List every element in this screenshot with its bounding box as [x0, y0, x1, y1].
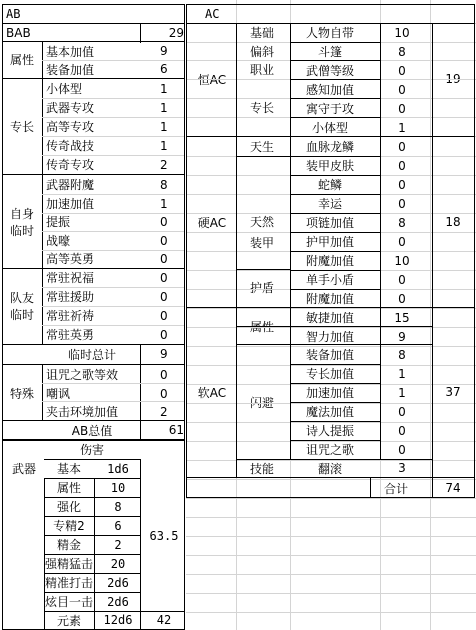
grid-line — [2, 41, 184, 42]
attr-item-name[interactable]: 基本加值 — [46, 44, 95, 59]
dodge-ac-item-name[interactable]: 加速加值 — [305, 386, 354, 400]
hard-ac-item-name[interactable]: 护甲加值 — [305, 235, 354, 249]
grid-line — [186, 593, 476, 594]
team-item-value[interactable]: 0 — [160, 270, 168, 285]
self-item-value[interactable]: 0 — [160, 233, 168, 248]
hard-ac-item-value[interactable]: 8 — [398, 215, 406, 230]
cat-feat[interactable]: 专长 — [249, 100, 274, 115]
dodge-ac-item-name[interactable]: 专长加值 — [305, 367, 354, 381]
grid-line — [42, 78, 43, 174]
damage-item-value[interactable]: 1d6 — [107, 461, 129, 476]
bab-label[interactable]: BAB — [6, 25, 31, 40]
damage-item-name[interactable]: 精准打击 — [44, 576, 93, 590]
damage-item-name[interactable]: 属性 — [56, 481, 81, 495]
grid-line — [290, 175, 380, 176]
grid-line — [2, 440, 3, 630]
hard-ac-label: 硬AC — [197, 215, 227, 230]
dodge-ac-item-name[interactable]: 装备加值 — [305, 348, 354, 362]
dodge-ac-item-value[interactable]: 1 — [398, 366, 406, 381]
temp-total-label[interactable]: 临时总计 — [67, 347, 116, 362]
grid-line — [42, 401, 184, 402]
grid-line — [236, 459, 432, 460]
spec-item-name[interactable]: 小体型 — [46, 82, 83, 96]
grid-line — [44, 516, 140, 517]
grid-line — [236, 326, 432, 327]
hard-ac-item-name[interactable]: 项链加值 — [305, 216, 354, 230]
grid-line — [186, 23, 474, 24]
dodge-ac-item-name[interactable]: 诅咒之歌 — [305, 443, 354, 457]
special-item-value[interactable]: 2 — [160, 404, 168, 419]
grid-line — [44, 478, 140, 479]
ac-sum-label[interactable]: 合计 — [383, 481, 408, 496]
grid-line — [236, 269, 290, 270]
grid-line — [432, 477, 433, 497]
grid-line — [44, 573, 140, 574]
grid-line — [42, 287, 184, 288]
grid-line — [44, 497, 140, 498]
grid-line — [42, 231, 184, 232]
grid-line — [2, 268, 184, 269]
cat-armor[interactable]: 装甲 — [249, 235, 274, 250]
team-item-name[interactable]: 常驻祝福 — [46, 271, 95, 285]
skill-ac-item-value[interactable]: 3 — [398, 461, 406, 475]
grid-line — [42, 136, 184, 137]
soft_attr-ac-item-name[interactable]: 智力加值 — [305, 330, 354, 344]
grid-line — [186, 136, 474, 137]
const-ac-item-name[interactable]: 斗篷 — [317, 45, 342, 59]
self-temp-group-label — [2, 175, 42, 268]
grid-line — [236, 156, 290, 157]
hard-ac-item-value[interactable]: 0 — [398, 272, 406, 287]
special-item-value[interactable]: 0 — [160, 367, 168, 382]
grid-line — [290, 117, 380, 118]
grid-line — [140, 23, 141, 43]
grid-line — [2, 440, 184, 441]
grid-line — [186, 517, 476, 518]
grid-line — [184, 4, 185, 440]
self-item-name[interactable]: 武器附魔 — [46, 178, 95, 192]
self-item-name[interactable]: 高等英勇 — [46, 252, 95, 266]
element-value[interactable]: 12d6 — [103, 613, 133, 627]
spec-item-value[interactable]: 1 — [160, 138, 168, 153]
hard-ac-item-name[interactable]: 血脉龙鳞 — [305, 140, 354, 154]
const-ac-item-name[interactable]: 武僧等级 — [305, 64, 354, 78]
soft-ac-label: 软AC — [197, 385, 227, 400]
hard-ac-item-name[interactable]: 装甲皮肤 — [305, 159, 354, 173]
cat-dodge[interactable]: 闪避 — [249, 395, 274, 410]
dodge-ac-item-value[interactable]: 0 — [398, 442, 406, 457]
self-label-line2: 临时 — [9, 223, 34, 238]
ac-sum-value[interactable]: 74 — [445, 481, 461, 495]
damage-item-value[interactable]: 2d6 — [107, 594, 129, 609]
weapon-label[interactable]: 武器 — [11, 462, 36, 476]
grid-line — [186, 612, 476, 613]
grid-line — [186, 4, 474, 5]
grid-line — [44, 535, 140, 536]
grid-line — [290, 364, 380, 365]
const-ac-item-name[interactable]: 人物自带 — [305, 26, 354, 40]
cat-soft-attr[interactable]: 属性 — [249, 319, 274, 334]
grid-line — [184, 440, 185, 630]
special-item-name[interactable]: 夹击环境加值 — [46, 405, 119, 419]
grid-line — [42, 325, 184, 326]
cat-natural[interactable]: 天然 — [249, 214, 274, 229]
spec-item-value[interactable]: 2 — [160, 157, 168, 172]
team-item-name[interactable]: 常驻援助 — [46, 290, 95, 304]
grid-line — [290, 421, 380, 422]
spec-item-value[interactable]: 1 — [160, 119, 168, 134]
hard-ac-item-name[interactable]: 附魔加值 — [305, 254, 354, 268]
team-label-line2: 临时 — [9, 308, 34, 322]
hard-ac-item-value[interactable]: 0 — [398, 139, 406, 154]
hard-ac-item-name[interactable]: 附魔加值 — [305, 292, 354, 306]
cat-shield[interactable]: 护盾 — [249, 280, 274, 295]
grid-line — [42, 364, 43, 420]
grid-line — [290, 156, 380, 157]
element-label[interactable]: 元素 — [56, 613, 81, 628]
hard-ac-item-name[interactable]: 蛇鳞 — [317, 178, 342, 192]
grid-line — [2, 174, 184, 175]
grid-line — [42, 174, 43, 268]
spec-item-name[interactable]: 武器专攻 — [46, 101, 95, 115]
damage-item-value[interactable]: 20 — [110, 556, 126, 571]
soft_attr-ac-item-name[interactable]: 敏捷加值 — [305, 311, 354, 325]
team-item-name[interactable]: 常驻英勇 — [46, 328, 95, 342]
grid-line — [42, 60, 184, 61]
attr-item-value[interactable]: 9 — [160, 44, 168, 58]
special-group-label: 特殊 — [9, 386, 34, 401]
grid-line — [42, 155, 184, 156]
grid-line — [236, 23, 237, 477]
grid-line — [370, 477, 371, 497]
grid-line — [290, 232, 380, 233]
hard-ac-item-value[interactable]: 0 — [398, 291, 406, 306]
cat-skill[interactable]: 技能 — [249, 461, 274, 476]
dodge-ac-item-value[interactable]: 1 — [398, 385, 406, 400]
hard-ac-total[interactable]: 18 — [445, 215, 461, 229]
hard-ac-item-value[interactable]: 10 — [394, 253, 410, 268]
grid-line — [290, 194, 380, 195]
hard-ac-item-name[interactable]: 幸运 — [317, 197, 342, 211]
hard-ac-item-value[interactable]: 0 — [398, 196, 406, 211]
grid-line — [2, 344, 184, 345]
damage-item-value[interactable]: 2 — [114, 537, 122, 552]
grid-line — [42, 250, 184, 251]
grid-line — [474, 4, 475, 498]
dodge-ac-item-name[interactable]: 魔法加值 — [305, 405, 354, 419]
hard-ac-item-value[interactable]: 0 — [398, 177, 406, 192]
grid-line — [290, 440, 380, 441]
grid-line — [290, 42, 380, 43]
grid-line — [42, 98, 184, 99]
const-ac-item-value[interactable]: 10 — [394, 25, 410, 40]
soft_attr-ac-item-value[interactable]: 15 — [394, 310, 410, 325]
grid-line — [44, 554, 140, 555]
special-item-name[interactable]: 嘲讽 — [46, 387, 71, 401]
const-ac-item-value[interactable]: 0 — [398, 82, 406, 97]
self-item-name[interactable]: 战嚎 — [46, 234, 71, 248]
damage-item-name[interactable]: 炫目一击 — [44, 595, 93, 609]
damage-sum-value[interactable]: 63.5 — [149, 529, 179, 543]
damage-item-name[interactable]: 精金 — [56, 538, 81, 552]
damage-item-name[interactable]: 专精2 — [53, 519, 85, 533]
cat-base[interactable]: 基础 — [249, 26, 274, 40]
cat-class[interactable]: 职业 — [249, 62, 274, 77]
special-item-name[interactable]: 诅咒之歌等效 — [46, 368, 119, 382]
grid-line — [44, 611, 140, 612]
grid-line — [432, 23, 433, 477]
grid-line — [290, 383, 380, 384]
grid-line — [2, 4, 3, 440]
damage-header[interactable]: 伤害 — [79, 443, 104, 457]
spec-item-value[interactable]: 1 — [160, 81, 168, 96]
ab-total-value[interactable]: 61 — [168, 423, 184, 437]
spec-item-name[interactable]: 传奇战技 — [46, 139, 95, 153]
grid-line — [42, 213, 184, 214]
grid-line — [2, 23, 184, 24]
grid-line — [290, 213, 380, 214]
const-ac-item-value[interactable]: 1 — [398, 120, 406, 135]
const-ac-label: 恒AC — [197, 72, 227, 87]
grid-line — [186, 477, 474, 478]
team-item-name[interactable]: 常驻祈祷 — [46, 309, 95, 323]
attr-group-label: 属性 — [9, 52, 34, 67]
temp-total-value[interactable]: 9 — [160, 347, 168, 361]
grid-line — [290, 289, 380, 290]
const-ac-item-name[interactable]: 寓守于攻 — [305, 102, 354, 116]
damage-item-value[interactable]: 2d6 — [107, 575, 129, 590]
spec-item-name[interactable]: 高等专攻 — [46, 120, 95, 134]
grid-line — [236, 344, 432, 345]
grid-line — [186, 4, 187, 498]
grid-line — [2, 364, 184, 365]
attr-item-name[interactable]: 装备加值 — [46, 62, 95, 77]
spec-item-value[interactable]: 1 — [160, 100, 168, 115]
const-ac-item-name[interactable]: 感知加值 — [305, 83, 354, 97]
hard-ac-item-value[interactable]: 0 — [398, 158, 406, 173]
grid-line — [186, 574, 476, 575]
attr-item-value[interactable]: 6 — [160, 62, 168, 76]
skill-ac-item-name[interactable]: 翻滚 — [317, 461, 342, 476]
grid-line — [140, 459, 141, 630]
spec-group-label: 专长 — [9, 120, 34, 134]
grid-line — [2, 420, 184, 421]
ab-total-label[interactable]: AB总值 — [71, 423, 113, 438]
ab-header-text: AB — [6, 7, 21, 21]
special-item-value[interactable]: 0 — [160, 386, 168, 401]
grid-line — [290, 98, 380, 99]
dodge-ac-item-value[interactable]: 0 — [398, 404, 406, 419]
ab-header[interactable] — [6, 6, 136, 22]
hard-ac-item-value[interactable]: 0 — [398, 234, 406, 249]
damage-item-name[interactable]: 强化 — [56, 500, 81, 514]
team-item-value[interactable]: 0 — [160, 327, 168, 342]
grid-line — [42, 306, 184, 307]
grid-line — [380, 23, 381, 459]
damage-item-name[interactable]: 强精猛击 — [44, 557, 93, 571]
grid-line — [290, 402, 380, 403]
grid-line — [186, 307, 474, 308]
spec-item-name[interactable]: 传奇专攻 — [46, 158, 95, 172]
grid-line — [186, 555, 476, 556]
cat-natural-born[interactable]: 天生 — [249, 140, 274, 154]
damage-item-value[interactable]: 8 — [114, 499, 122, 514]
self-item-value[interactable]: 0 — [160, 214, 168, 229]
self-item-value[interactable]: 1 — [160, 196, 168, 211]
ac-header[interactable]: AC — [205, 7, 220, 21]
grid-line — [430, 0, 431, 630]
grid-line — [2, 4, 184, 5]
grid-line — [290, 270, 380, 271]
soft_attr-ac-item-value[interactable]: 9 — [398, 329, 406, 344]
soft-ac-total[interactable]: 37 — [445, 385, 461, 399]
const-ac-item-value[interactable]: 0 — [398, 101, 406, 116]
dodge-ac-item-value[interactable]: 8 — [398, 347, 406, 362]
const-ac-item-value[interactable]: 8 — [398, 44, 406, 59]
grid-line — [290, 251, 380, 252]
element-sum-value[interactable]: 42 — [156, 613, 172, 627]
self-item-value[interactable]: 0 — [160, 251, 168, 266]
grid-line — [140, 611, 184, 612]
team-item-value[interactable]: 0 — [160, 308, 168, 323]
damage-item-value[interactable]: 6 — [114, 518, 122, 533]
const-ac-total[interactable]: 19 — [445, 72, 461, 86]
grid-line — [290, 60, 380, 61]
grid-line — [42, 117, 184, 118]
grid-line — [290, 79, 380, 80]
grid-line — [42, 383, 184, 384]
grid-line — [140, 344, 141, 440]
self-item-name[interactable]: 加速加值 — [46, 197, 95, 211]
dodge-ac-item-name[interactable]: 诗人提振 — [305, 424, 354, 438]
team-temp-group-label — [2, 268, 42, 344]
grid-line — [2, 78, 184, 79]
grid-line — [44, 459, 140, 460]
const-ac-item-name[interactable]: 小体型 — [311, 121, 348, 135]
grid-line — [42, 194, 184, 195]
team-item-value[interactable]: 0 — [160, 289, 168, 304]
self-label-line1: 自身 — [9, 206, 34, 221]
damage-item-name[interactable]: 基本 — [56, 462, 81, 476]
grid-line — [186, 498, 476, 499]
hard-ac-item-name[interactable]: 单手小盾 — [305, 273, 354, 287]
bab-value[interactable]: 29 — [168, 25, 184, 40]
grid-line — [290, 23, 291, 459]
damage-item-value[interactable]: 10 — [110, 480, 126, 495]
const-ac-item-value[interactable]: 0 — [398, 63, 406, 78]
self-item-name[interactable]: 提振 — [46, 215, 71, 229]
cat-deflect[interactable]: 偏斜 — [249, 44, 274, 59]
grid-line — [44, 592, 140, 593]
grid-line — [186, 536, 476, 537]
team-label-line1: 队友 — [9, 291, 34, 305]
self-item-value[interactable]: 8 — [160, 177, 168, 192]
grid-line — [186, 497, 474, 498]
dodge-ac-item-value[interactable]: 0 — [398, 423, 406, 438]
